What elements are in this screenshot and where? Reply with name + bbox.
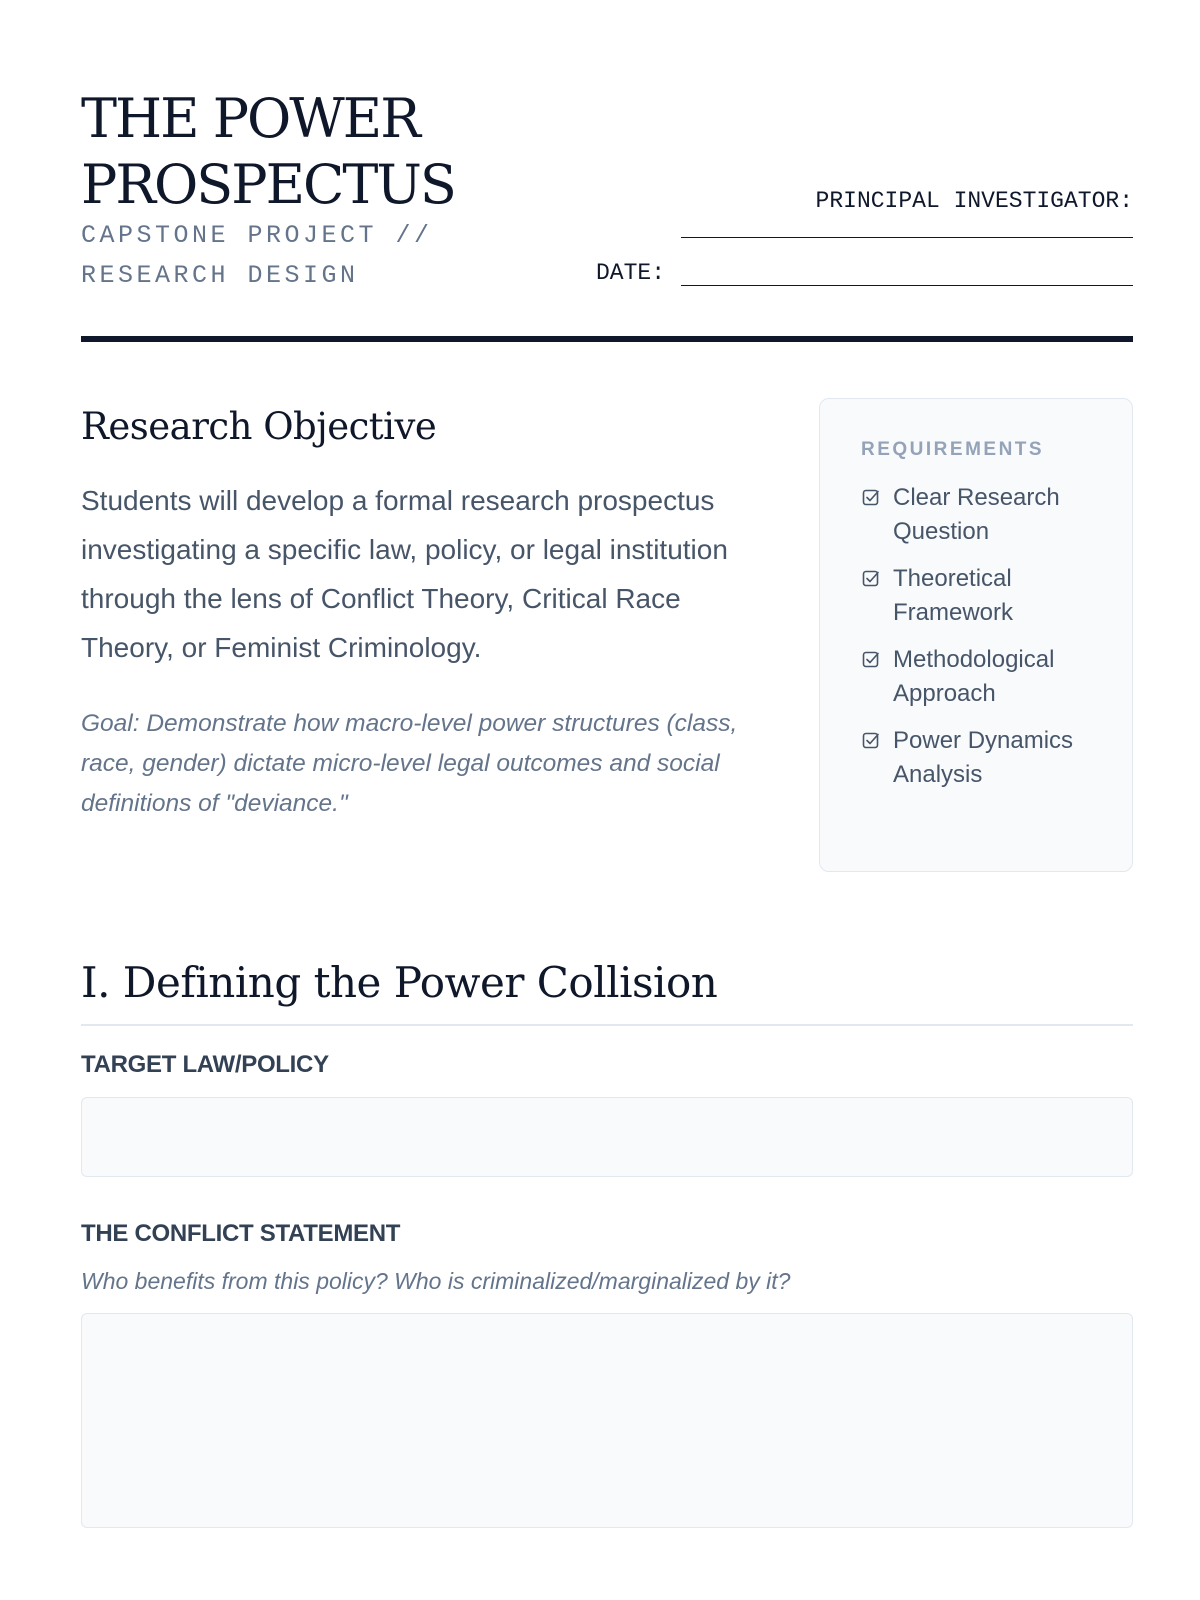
title-line-2: PROSPECTUS	[81, 153, 455, 216]
header-meta-fields	[596, 188, 1133, 286]
requirement-item	[861, 481, 1132, 549]
requirement-label: Power Dynamics Analysis	[893, 727, 1074, 788]
requirements-list	[861, 481, 1132, 792]
title-line-1: THE POWER	[81, 87, 419, 150]
requirement-label: Methodological Approach	[893, 646, 1055, 707]
checkbox-checked-icon	[861, 569, 881, 589]
document-subtitle: CAPSTONE PROJECT // RESEARCH DESIGN	[81, 221, 433, 290]
date-row	[596, 260, 1133, 286]
requirement-item	[861, 724, 1132, 792]
requirement-item	[861, 643, 1132, 711]
conflict-statement-hint: Who benefits from this policy? Who is criminalized/marginalized by it?	[81, 1268, 791, 1294]
research-objective-section	[81, 400, 771, 824]
power-collision-section	[81, 955, 1133, 1026]
prospectus-page	[81, 0, 1133, 1294]
header-divider-rule	[81, 336, 1133, 342]
checkbox-checked-icon	[861, 731, 881, 751]
target-law-policy-input[interactable]	[81, 1097, 1133, 1177]
document-title	[81, 86, 455, 218]
research-objective-goal: Goal: Demonstrate how macro-level power structures (class, race, gender) dictate micro-level legal outcomes and social definitions of "deviance."	[81, 710, 738, 817]
checkbox-checked-icon	[861, 488, 881, 508]
principal-investigator-blank[interactable]	[681, 218, 1133, 238]
research-objective-heading: Research Objective	[81, 405, 437, 448]
requirements-title: REQUIREMENTS	[861, 439, 1045, 460]
checkbox-checked-icon	[861, 650, 881, 670]
conflict-statement-input[interactable]	[81, 1313, 1133, 1528]
target-law-policy-label: TARGET LAW/POLICY	[81, 1051, 329, 1078]
requirement-label: Theoretical Framework	[893, 565, 1014, 626]
conflict-statement-label: THE CONFLICT STATEMENT	[81, 1220, 401, 1247]
requirements-panel	[819, 398, 1133, 872]
principal-investigator-label: PRINCIPAL INVESTIGATOR:	[815, 188, 1133, 214]
requirement-item	[861, 562, 1132, 630]
date-label: DATE:	[595, 260, 665, 286]
research-objective-body: Students will develop a formal research prospectus investigating a specific law, policy, or legal institution through the lens of Conflict Theory, Critical Race Theory, or Feminist Criminology.	[81, 485, 728, 663]
section-divider	[81, 1024, 1133, 1026]
document-header	[81, 0, 1133, 345]
requirement-label: Clear Research Question	[893, 484, 1060, 545]
date-blank[interactable]	[681, 264, 1133, 286]
power-collision-heading: I. Defining the Power Collision	[81, 958, 718, 1007]
